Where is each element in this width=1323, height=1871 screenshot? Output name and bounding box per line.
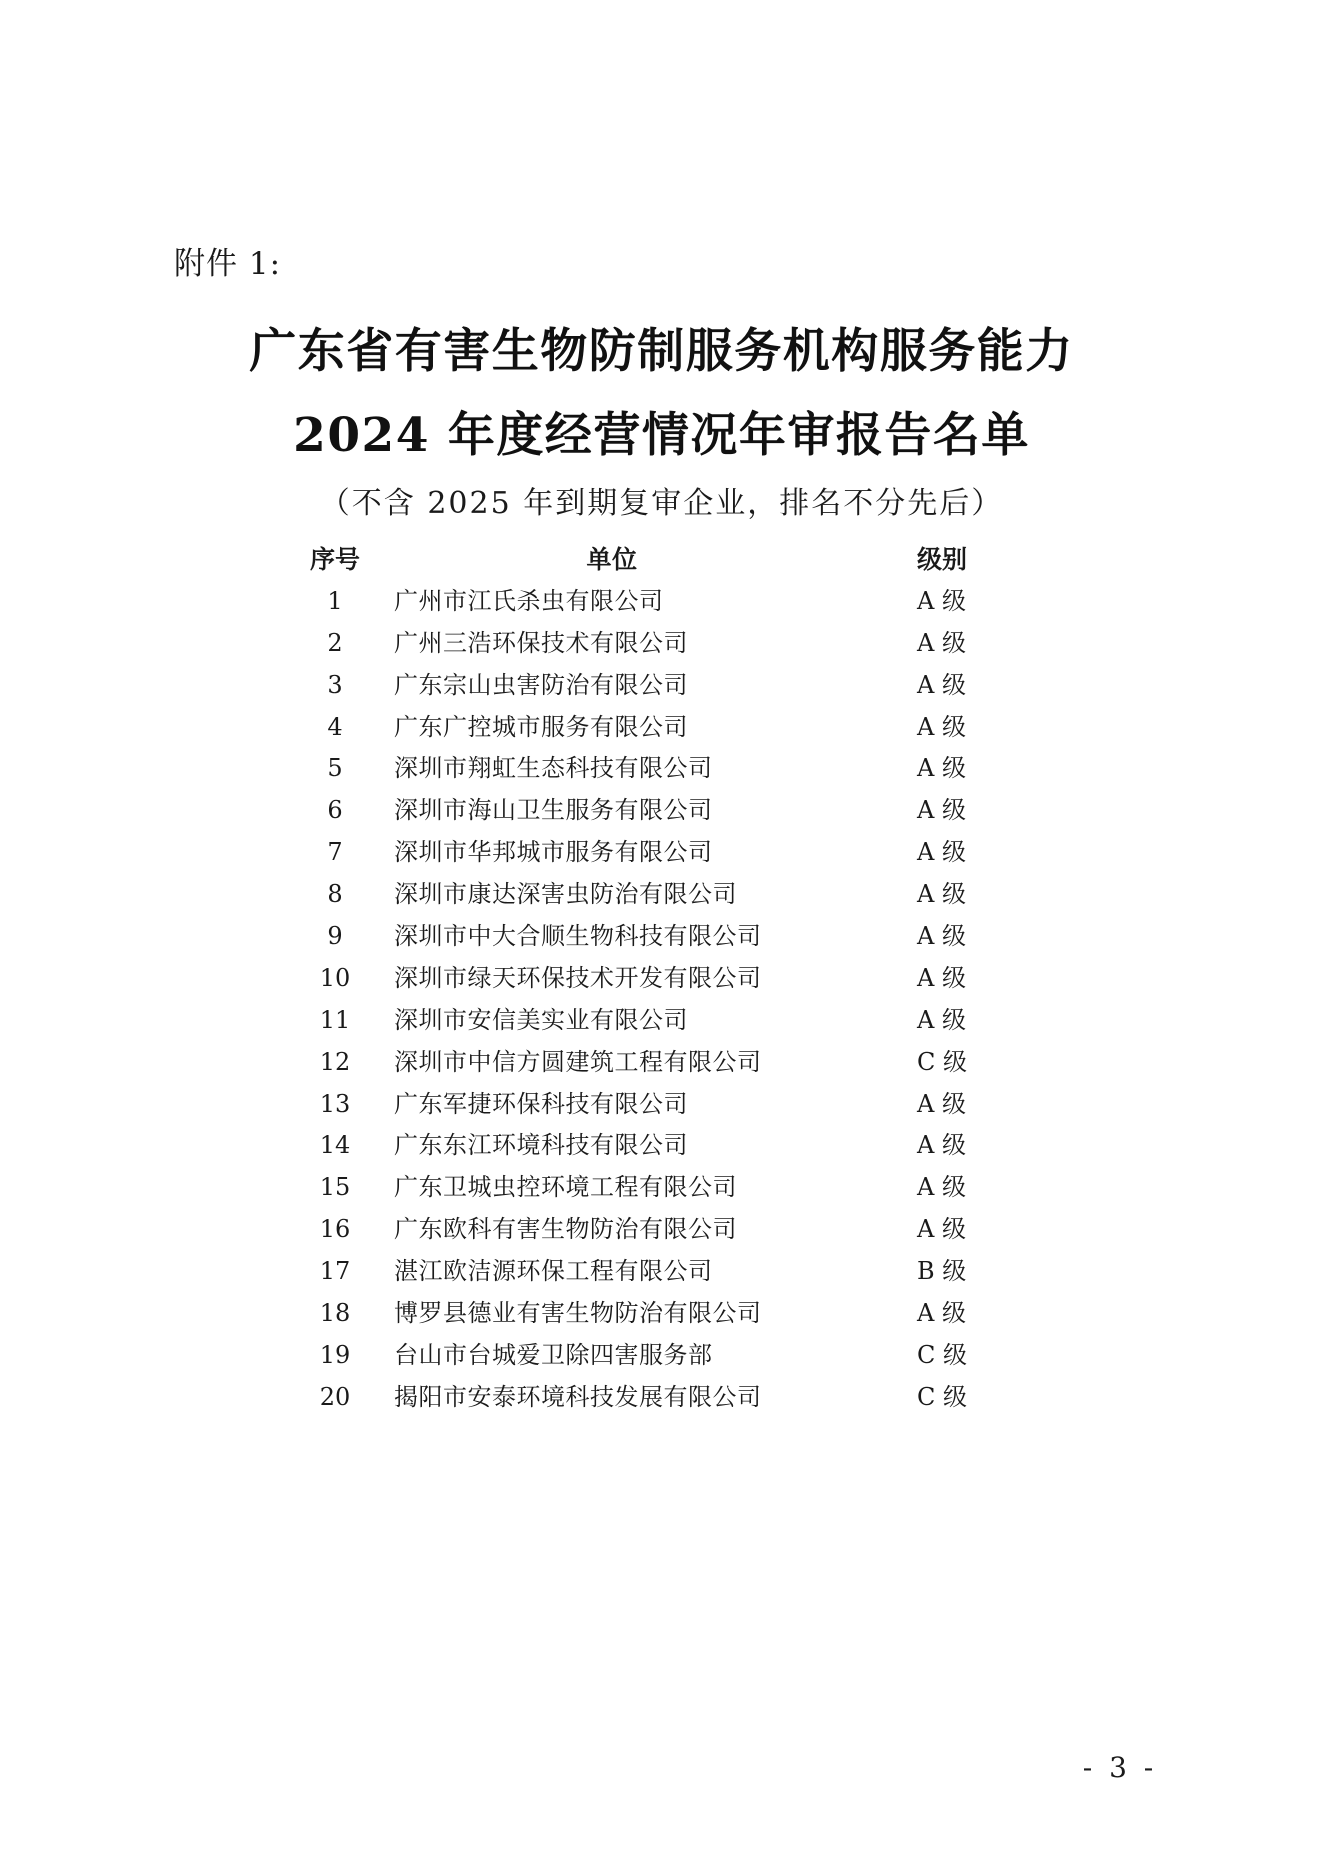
row-grade: A 级	[917, 1131, 966, 1160]
header-no: 序号	[309, 545, 360, 574]
row-no: 15	[319, 1173, 351, 1202]
row-unit: 广东卫城虫控环境工程有限公司	[394, 1173, 737, 1202]
table-row	[0, 1209, 1323, 1251]
row-grade: A 级	[917, 586, 966, 615]
enterprise-list-table	[0, 539, 1323, 1419]
row-unit: 深圳市中信方圆建筑工程有限公司	[394, 1047, 762, 1076]
row-unit: 台山市台城爱卫除四害服务部	[394, 1340, 713, 1369]
row-grade: C 级	[917, 1340, 967, 1369]
table-row	[0, 1000, 1323, 1042]
table-row	[0, 748, 1323, 790]
row-grade: A 级	[917, 1173, 966, 1202]
row-unit: 广州市江氏杀虫有限公司	[394, 586, 664, 615]
row-grade: A 级	[917, 922, 966, 951]
table-row	[0, 1335, 1323, 1377]
row-unit: 深圳市华邦城市服务有限公司	[394, 838, 713, 867]
row-unit: 湛江欧洁源环保工程有限公司	[394, 1257, 713, 1286]
row-grade: A 级	[917, 670, 966, 699]
document-subtitle: （不含 2025 年到期复审企业，排名不分先后）	[319, 486, 1004, 521]
attachment-label: 附件 1:	[174, 246, 282, 282]
row-no: 1	[327, 586, 343, 615]
page-number: - 3 -	[1082, 1751, 1158, 1784]
row-no: 11	[319, 1005, 351, 1034]
table-row	[0, 916, 1323, 958]
table-row	[0, 832, 1323, 874]
table-row	[0, 1125, 1323, 1167]
document-title-line-2: 2024 年度经营情况年审报告名单	[293, 408, 1030, 463]
table-row	[0, 1084, 1323, 1126]
row-unit: 广东东江环境科技有限公司	[394, 1131, 688, 1160]
row-grade: A 级	[917, 880, 966, 909]
row-no: 10	[319, 963, 351, 992]
table-header-row	[0, 539, 1323, 581]
row-unit: 广东宗山虫害防治有限公司	[394, 670, 688, 699]
row-unit: 广东广控城市服务有限公司	[394, 712, 688, 741]
row-no: 19	[319, 1340, 351, 1369]
table-row	[0, 707, 1323, 749]
row-no: 14	[319, 1131, 351, 1160]
row-grade: B 级	[917, 1257, 967, 1286]
row-no: 17	[319, 1257, 351, 1286]
row-grade: A 级	[917, 838, 966, 867]
row-grade: A 级	[917, 963, 966, 992]
row-unit: 深圳市康达深害虫防治有限公司	[394, 880, 737, 909]
row-unit: 揭阳市安泰环境科技发展有限公司	[394, 1382, 762, 1411]
row-unit: 广东军捷环保科技有限公司	[394, 1089, 688, 1118]
table-row	[0, 581, 1323, 623]
row-grade: A 级	[917, 1089, 966, 1118]
row-no: 18	[319, 1299, 351, 1328]
row-grade: A 级	[917, 1005, 966, 1034]
row-unit: 广州三浩环保技术有限公司	[394, 628, 688, 657]
row-no: 8	[327, 880, 343, 909]
row-grade: A 级	[917, 796, 966, 825]
row-unit: 广东欧科有害生物防治有限公司	[394, 1215, 737, 1244]
table-row	[0, 1251, 1323, 1293]
row-no: 5	[327, 754, 343, 783]
table-row	[0, 623, 1323, 665]
row-no: 20	[319, 1382, 351, 1411]
row-grade: A 级	[917, 754, 966, 783]
row-unit: 深圳市绿天环保技术开发有限公司	[394, 963, 762, 992]
row-grade: A 级	[917, 628, 966, 657]
document-title-line-1: 广东省有害生物防制服务机构服务能力	[249, 324, 1074, 379]
table-row	[0, 665, 1323, 707]
row-grade: C 级	[917, 1047, 967, 1076]
row-grade: A 级	[917, 1299, 966, 1328]
header-grade: 级别	[917, 545, 968, 574]
row-no: 7	[327, 838, 343, 867]
row-no: 2	[327, 628, 343, 657]
row-unit: 深圳市翔虹生态科技有限公司	[394, 754, 713, 783]
row-no: 3	[327, 670, 343, 699]
table-row	[0, 790, 1323, 832]
row-unit: 深圳市安信美实业有限公司	[394, 1005, 688, 1034]
table-row	[0, 958, 1323, 1000]
table-row	[0, 874, 1323, 916]
row-grade: A 级	[917, 1215, 966, 1244]
row-unit: 深圳市海山卫生服务有限公司	[394, 796, 713, 825]
row-no: 13	[319, 1089, 351, 1118]
table-row	[0, 1042, 1323, 1084]
row-no: 4	[327, 712, 343, 741]
row-unit: 博罗县德业有害生物防治有限公司	[394, 1299, 762, 1328]
header-unit: 单位	[586, 545, 638, 574]
row-no: 12	[319, 1047, 351, 1076]
row-grade: C 级	[917, 1382, 967, 1411]
row-unit: 深圳市中大合顺生物科技有限公司	[394, 922, 762, 951]
row-no: 16	[319, 1215, 351, 1244]
table-row	[0, 1377, 1323, 1419]
row-no: 9	[327, 922, 343, 951]
table-row	[0, 1293, 1323, 1335]
row-no: 6	[327, 796, 343, 825]
row-grade: A 级	[917, 712, 966, 741]
table-row	[0, 1167, 1323, 1209]
